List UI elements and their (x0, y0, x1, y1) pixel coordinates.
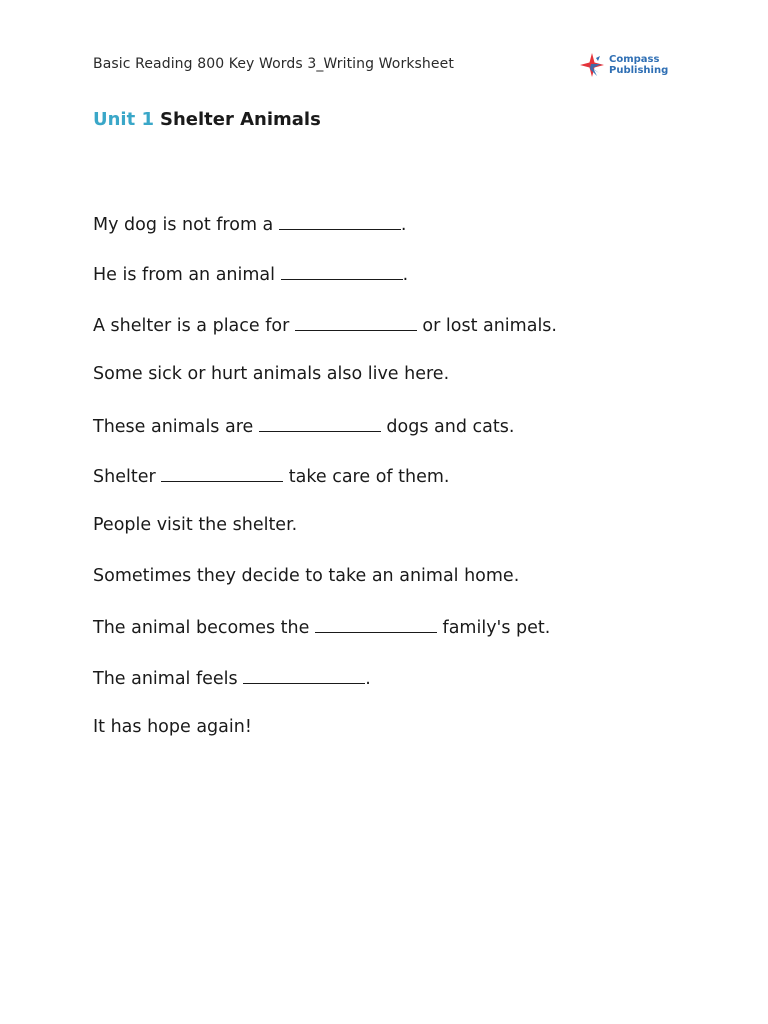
sentence-text-after: . (400, 215, 407, 235)
logo-line-publishing: Publishing (609, 65, 669, 76)
sentence-text: Sometimes they decide to take an animal home. (93, 565, 520, 586)
fill-in-blank[interactable] (161, 462, 283, 482)
logo-text (609, 54, 668, 76)
sentence-text-after: family's pet. (436, 618, 551, 639)
sentence-3 (93, 311, 557, 361)
sentence-text: It has hope again! (93, 716, 252, 737)
compass-star-icon (579, 52, 605, 78)
sentence-text-before: Shelter (93, 466, 162, 487)
sentence-1 (93, 210, 557, 260)
unit-title (93, 109, 321, 130)
sentence-8 (93, 563, 557, 613)
sentence-text-after: or lost animals. (416, 315, 557, 336)
fill-in-blank[interactable] (281, 260, 403, 280)
logo-line-compass: Compass (609, 54, 660, 65)
sentence-9 (93, 613, 557, 663)
sentence-6 (93, 462, 557, 512)
sentence-list (93, 210, 557, 764)
fill-in-blank[interactable] (259, 412, 381, 432)
sentence-4 (93, 361, 557, 411)
unit-name: Shelter Animals (160, 109, 321, 130)
fill-in-blank[interactable] (315, 613, 437, 633)
sentence-text-before: The animal becomes the (93, 618, 315, 639)
worksheet-header-title: Basic Reading 800 Key Words 3_Writing Worksheet (93, 56, 454, 72)
sentence-5 (93, 412, 557, 462)
sentence-10 (93, 664, 557, 714)
sentence-text: Some sick or hurt animals also live here. (93, 364, 450, 385)
sentence-text-after: take care of them. (283, 466, 450, 487)
sentence-text-before: My dog is not from a (93, 215, 279, 235)
sentence-text: People visit the shelter. (93, 515, 298, 536)
sentence-text-before: The animal feels (93, 668, 244, 689)
sentence-text-after: . (365, 668, 371, 689)
sentence-text-before: These animals are (93, 416, 259, 437)
sentence-text-before: He is from an animal (93, 265, 281, 286)
sentence-text-before: A shelter is a place for (93, 315, 295, 336)
compass-publishing-logo (579, 52, 668, 78)
fill-in-blank[interactable] (279, 210, 401, 230)
sentence-text-after: . (402, 265, 409, 286)
sentence-11 (93, 714, 557, 764)
sentence-2 (93, 260, 557, 310)
sentence-7 (93, 512, 557, 562)
unit-label: Unit 1 (93, 109, 154, 130)
fill-in-blank[interactable] (295, 311, 417, 331)
sentence-text-after: dogs and cats. (380, 416, 515, 437)
fill-in-blank[interactable] (243, 664, 365, 684)
